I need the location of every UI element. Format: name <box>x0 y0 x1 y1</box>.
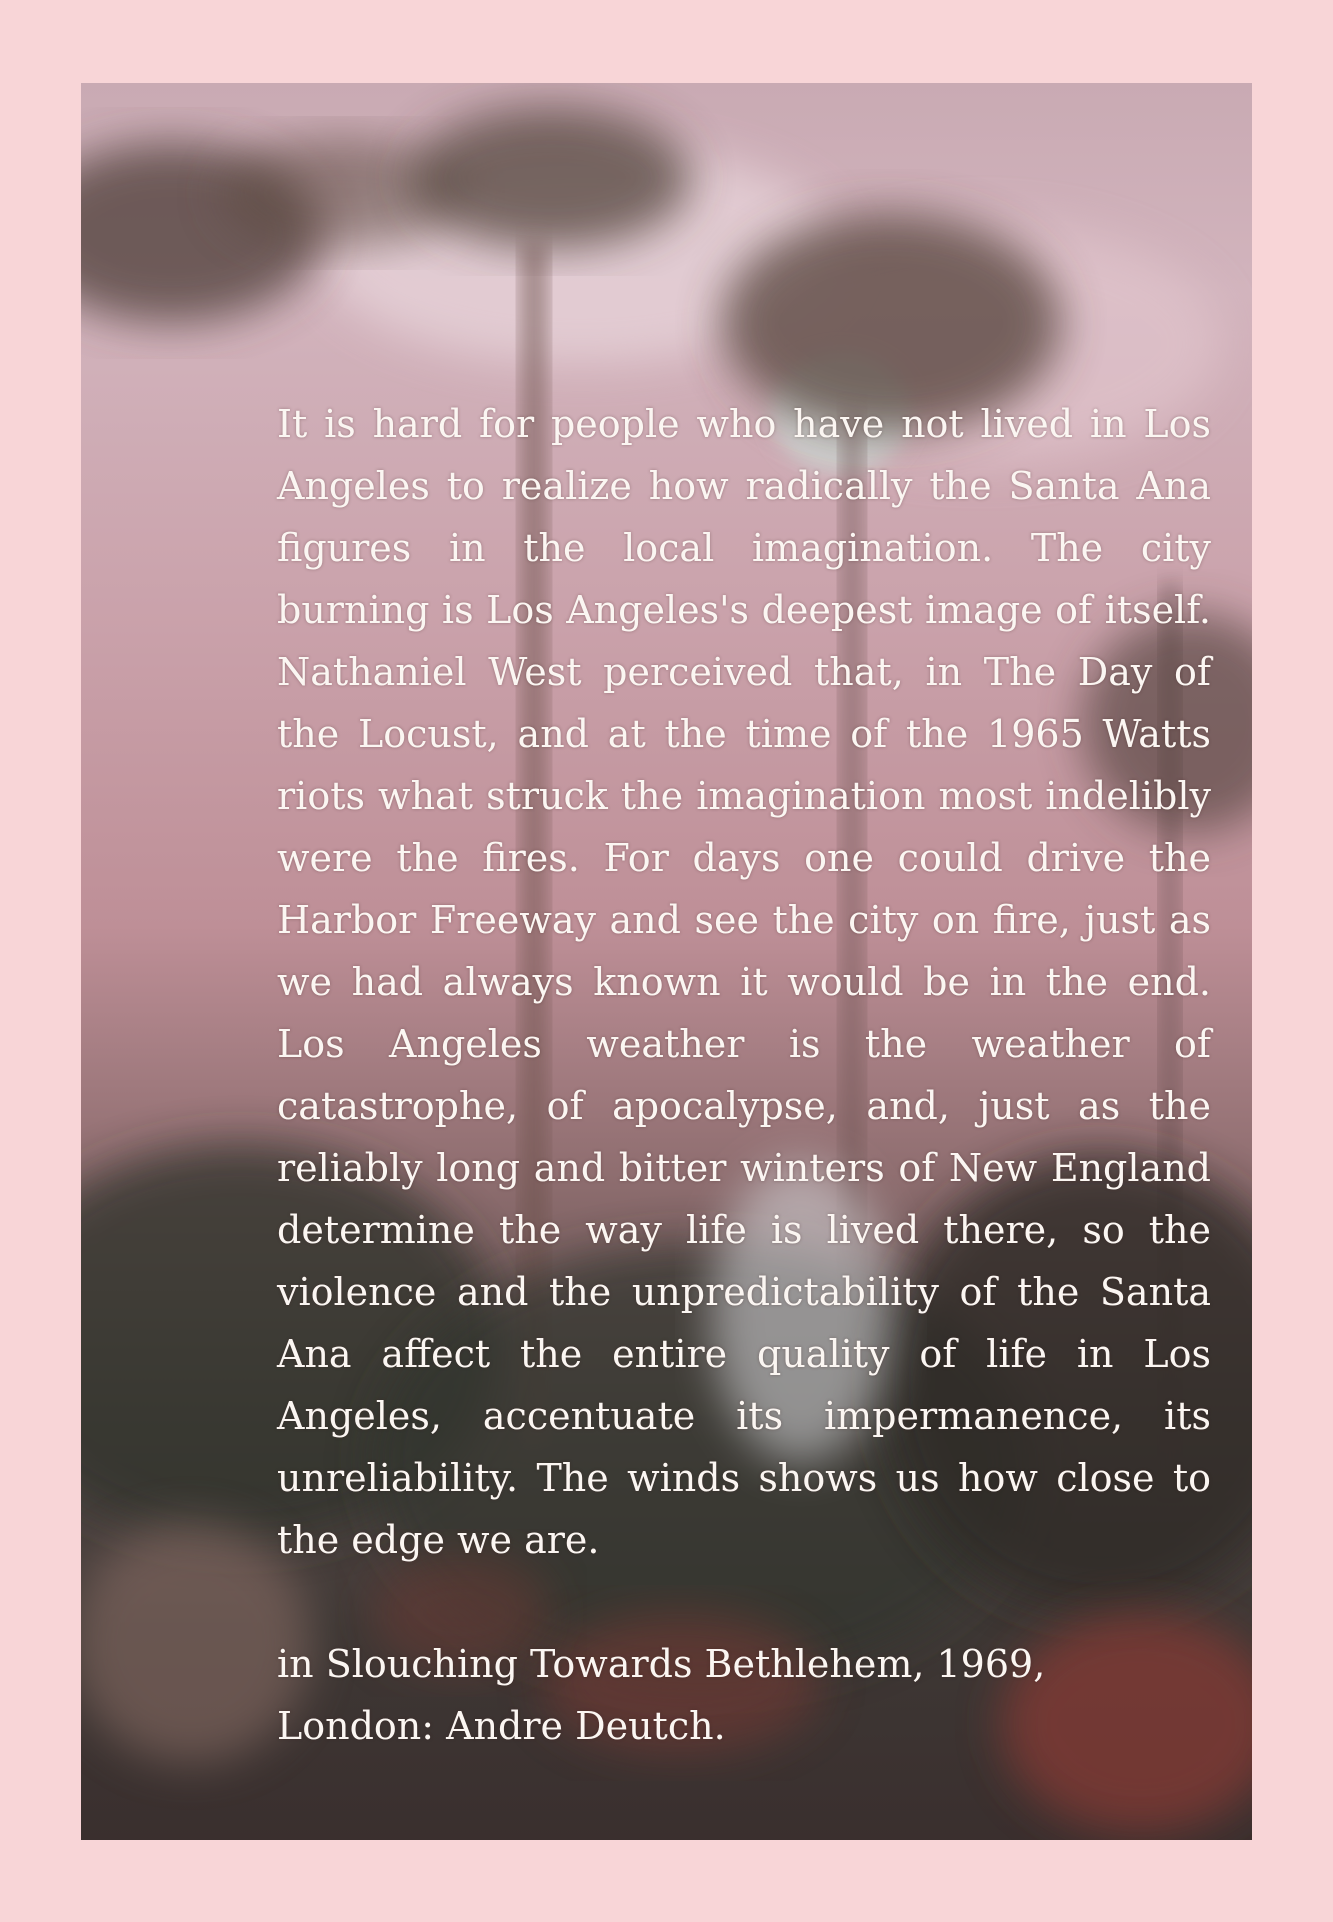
quote-citation: in Slouching Towards Bethlehem, 1969, London: Andre Deutch. <box>277 1642 1046 1748</box>
quote-text-block <box>277 393 1211 1757</box>
background-photo <box>81 83 1252 1840</box>
quote-body: It is hard for people who have not lived in Los Angeles to realize how radically the Santa Ana figures in the local imagination. The city burning is Los Angeles's deepest image of itself. Nathaniel West perceived that, in The Day of the Locust, and at the time of the 1965 Watts riots what struck the imagination most indelibly were the fires. For days one could drive the Harbor Freeway and see the city on fire, just as we had always known it would be in the end. Los Angeles weather is the weather of catastrophe, of apocalypse, and, just as the reliably long and bitter winters of New England determine the way life is lived there, so the violence and the unpredictability of the Santa Ana affect the entire quality of life in Los Angeles, accentuate its impermanence, its unreliability. The winds shows us how close to the edge we are. <box>277 402 1211 1562</box>
